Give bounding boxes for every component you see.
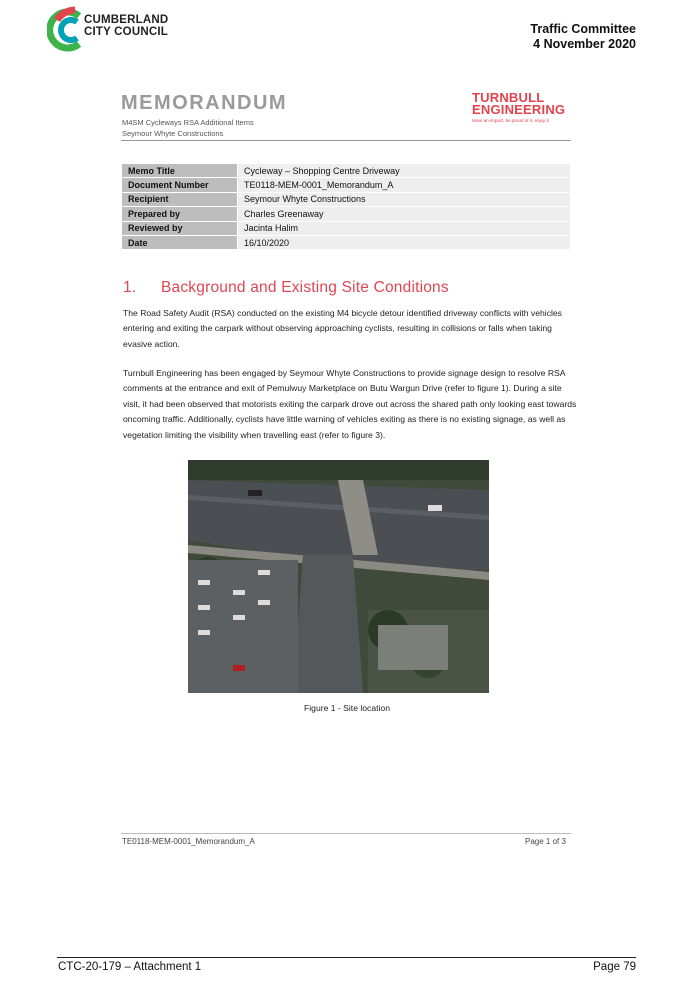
council-name-line2: CITY COUNCIL bbox=[84, 26, 168, 38]
row-key: Date bbox=[122, 235, 238, 249]
page-footer-divider bbox=[57, 957, 636, 958]
section-number: 1. bbox=[123, 279, 137, 296]
memo-info-table bbox=[121, 163, 571, 250]
row-key: Recipient bbox=[122, 192, 238, 206]
turnbull-logo-line2: ENGINEERING bbox=[472, 102, 566, 117]
table-row bbox=[122, 221, 571, 235]
memo-footer-doc-ref: TE0118-MEM-0001_Memorandum_A bbox=[122, 837, 255, 846]
row-value: Jacinta Halim bbox=[238, 221, 571, 235]
meeting-date: 4 November 2020 bbox=[533, 37, 636, 51]
page-footer-page-number: Page 79 bbox=[593, 961, 636, 973]
table-row bbox=[122, 235, 571, 249]
page-footer-attachment: CTC-20-179 – Attachment 1 bbox=[58, 961, 202, 973]
table-row bbox=[122, 207, 571, 221]
site-location-aerial-image bbox=[188, 460, 489, 693]
row-value: Seymour Whyte Constructions bbox=[238, 192, 571, 206]
council-name-line1: CUMBERLAND bbox=[84, 14, 169, 26]
memo-subtitle-line1: M4SM Cycleways RSA Additional Items bbox=[122, 118, 254, 127]
section-title: Background and Existing Site Conditions bbox=[161, 279, 449, 296]
row-key: Reviewed by bbox=[122, 221, 238, 235]
row-key: Document Number bbox=[122, 178, 238, 192]
table-row bbox=[122, 164, 571, 178]
figure-caption: Figure 1 - Site location bbox=[304, 703, 390, 713]
row-value: Cycleway – Shopping Centre Driveway bbox=[238, 164, 571, 178]
table-row bbox=[122, 178, 571, 192]
row-key: Prepared by bbox=[122, 207, 238, 221]
turnbull-logo-line1: TURNBULL bbox=[472, 90, 545, 105]
memo-title: MEMORANDUM bbox=[121, 92, 288, 114]
row-key: Memo Title bbox=[122, 164, 238, 178]
row-value: 16/10/2020 bbox=[238, 235, 571, 249]
turnbull-tagline: Have an impact, be proud of it, enjoy it bbox=[472, 118, 549, 123]
section-heading bbox=[123, 279, 449, 297]
body-paragraph-2: Turnbull Engineering has been engaged by Seymour Whyte Constructions to provide signage design to resolve RSA comments at the entrance and exit of Pemulwuy Marketplace on Butu Wargun Drive (refer to figure 1). During a site visit, it had been observed that motorists exiting the carpark drove out across the shared path only looking east towards oncoming traffic. Additionally, cyclists have little warning of vehicles exiting as there is no existing signage, as well as vegetation limiting the visibility when travelling east (refer to figure 3). bbox=[123, 368, 577, 440]
row-value: Charles Greenaway bbox=[238, 207, 571, 221]
header-right bbox=[530, 22, 636, 52]
table-row bbox=[122, 192, 571, 206]
memo-footer-divider bbox=[121, 833, 571, 834]
row-value: TE0118-MEM-0001_Memorandum_A bbox=[238, 178, 571, 192]
council-name bbox=[84, 14, 168, 38]
memo-subtitle-line2: Seymour Whyte Constructions bbox=[122, 129, 224, 138]
memo-header-divider bbox=[121, 140, 571, 141]
committee-name: Traffic Committee bbox=[530, 22, 636, 36]
turnbull-logo bbox=[472, 92, 572, 123]
memo-footer-page: Page 1 of 3 bbox=[525, 837, 566, 846]
body-paragraph-1: The Road Safety Audit (RSA) conducted on the existing M4 bicycle detour identified driveway conflicts with vehicles entering and exiting the carpark without observing approaching cyclists, resulting in collisions or falls when taking evasive action. bbox=[123, 308, 562, 349]
